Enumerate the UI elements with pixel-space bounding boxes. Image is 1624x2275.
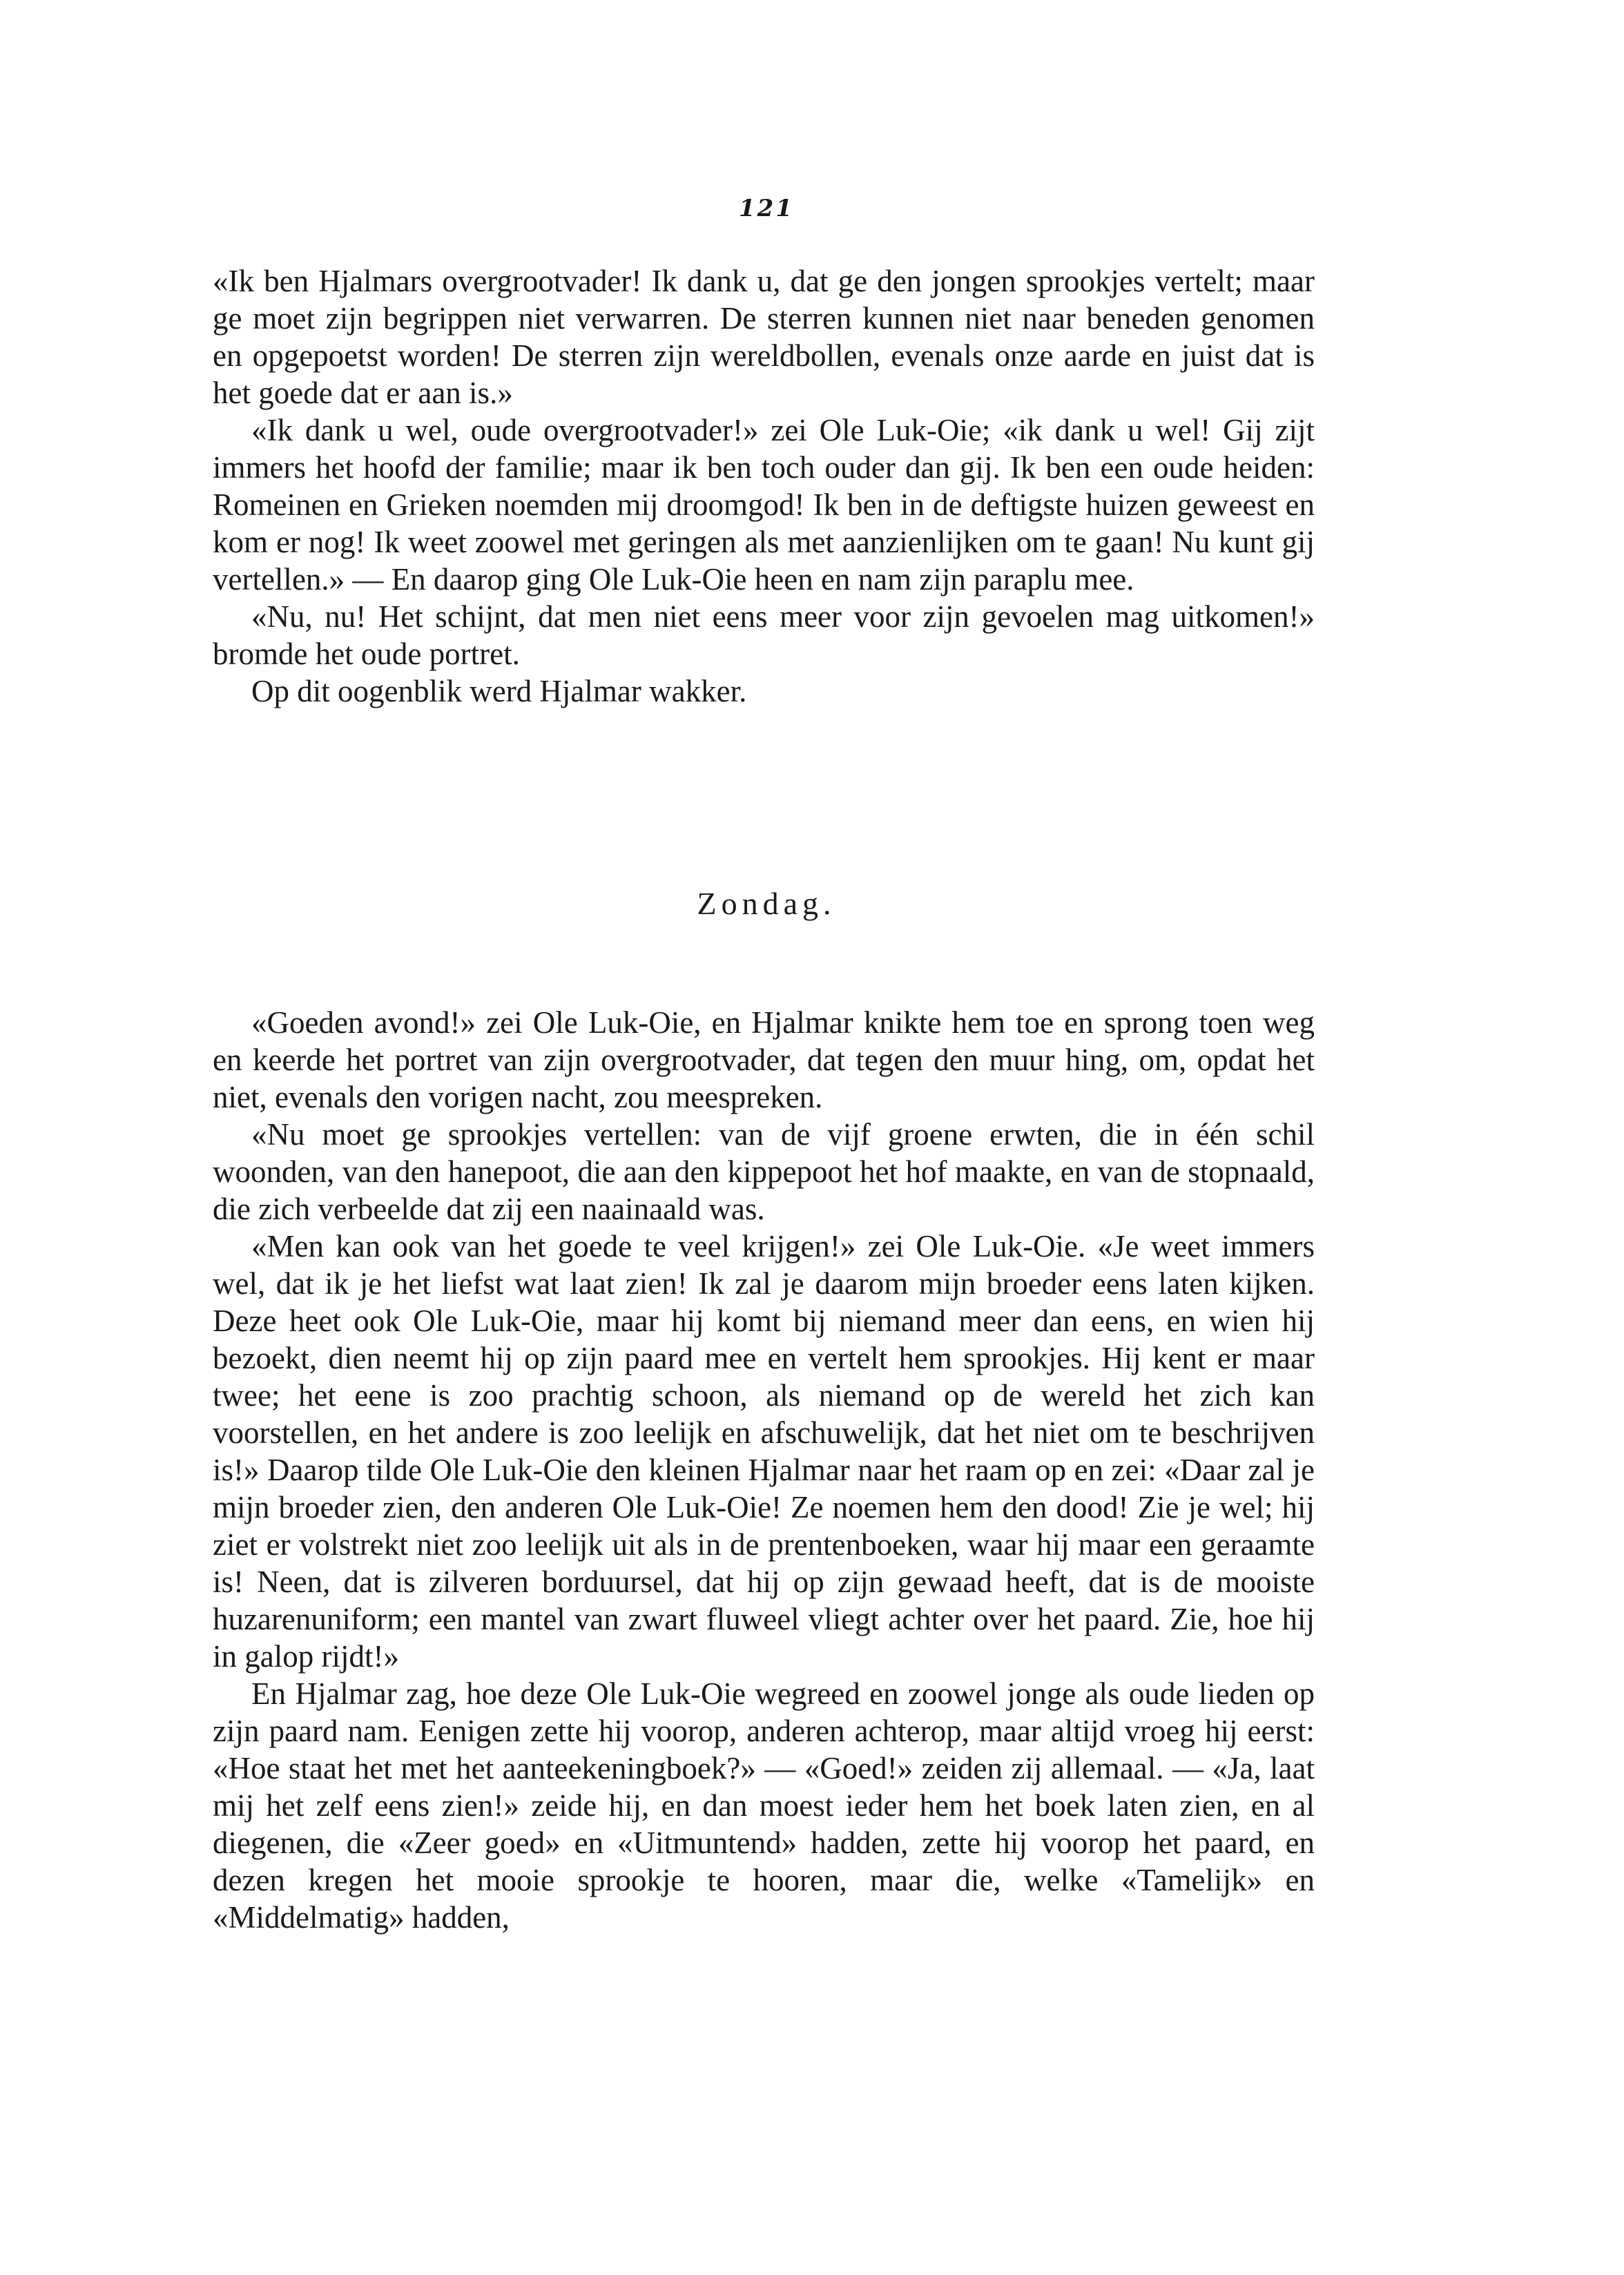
paragraph: «Men kan ook van het goede te veel krijgen!» zei Ole Luk-Oie. «Je weet immers wel, dat ik je het liefst wat laat zien! Ik zal je daarom mijn broeder eens laten kijken. Deze heet ook Ole Luk-Oie, maar hij komt bij niemand meer dan eens, en wien hij bezoekt, dien neemt hij op zijn paard mee en vertelt hem sprookjes. Hij kent er maar twee; het eene is zoo prachtig schoon, als niemand op de wereld het zich kan voorstellen, en het andere is zoo leelijk en afschuwelijk, dat het niet om te beschrijven is!» Daarop tilde Ole Luk-Oie den kleinen Hjalmar naar het raam op en zei: «Daar zal je mijn broeder zien, den anderen Ole Luk-Oie! Ze noemen hem den dood! Zie je wel; hij ziet er volstrekt niet zoo leelijk uit als in de prentenboeken, waar hij maar een geraamte is! Neen, dat is zilveren borduursel, dat hij op zijn gewaad heeft, dat is de mooiste huzarenuniform; een mantel van zwart fluweel vliegt achter over het paard. Zie, hoe hij in galop rijdt!» (213, 1229, 1315, 1674)
text-section-2 (213, 1004, 1315, 1936)
paragraph: «Goeden avond!» zei Ole Luk-Oie, en Hjalmar knikte hem toe en sprong toen weg en keerde het portret van zijn overgrootvader, dat tegen den muur hing, om, opdat het niet, evenals den vorigen nacht, zou meespreken. (213, 1005, 1315, 1114)
text-section-1 (213, 262, 1315, 710)
page-number: 121 (739, 195, 794, 222)
paragraph: Op dit oogenblik werd Hjalmar wakker. (251, 674, 747, 708)
paragraph: En Hjalmar zag, hoe deze Ole Luk-Oie wegreed en zoowel jonge als oude lieden op zijn paard nam. Eenigen zette hij voorop, anderen achterop, maar altijd vroeg hij eerst: «Hoe staat het met het aanteekeningboek?» — «Goed!» zeiden zij allemaal. — «Ja, laat mij het zelf eens zien!» zeide hij, en dan moest ieder hem het boek laten zien, en al diegenen, die «Zeer goed» en «Uitmuntend» hadden, zette hij voorop het paard, en dezen kregen het mooie sprookje te hooren, maar die, welke «Tamelijk» en «Middelmatig» hadden, (213, 1676, 1315, 1935)
paragraph: «Ik ben Hjalmars overgrootvader! Ik dank u, dat ge den jongen sprookjes vertelt; maar ge moet zijn begrippen niet verwarren. De sterren kunnen niet naar beneden genomen en opgepoetst worden! De sterren zijn wereldbollen, evenals onze aarde en juist dat is het goede dat er aan is.» (213, 264, 1315, 410)
paragraph: «Nu moet ge sprookjes vertellen: van de vijf groene erwten, die in één schil woonden, van den hanepoot, die aan den kippepoot het hof maakte, en van de stopnaald, die zich verbeelde dat zij een naainaald was. (213, 1117, 1315, 1226)
paragraph: «Nu, nu! Het schijnt, dat men niet eens meer voor zijn gevoelen mag uitkomen!» bromde het oude portret. (213, 599, 1315, 671)
chapter-heading: Zondag. (697, 886, 836, 921)
paragraph: «Ik dank u wel, oude overgrootvader!» zei Ole Luk-Oie; «ik dank u wel! Gij zijt immers het hoofd der familie; maar ik ben toch ouder dan gij. Ik ben een oude heiden: Romeinen en Grieken noemden mij droomgod! Ik ben in de deftigste huizen geweest en kom er nog! Ik weet zoowel met geringen als met aanzienlijken om te gaan! Nu kunt gij vertellen.» — En daarop ging Ole Luk-Oie heen en nam zijn paraplu mee. (213, 413, 1315, 597)
